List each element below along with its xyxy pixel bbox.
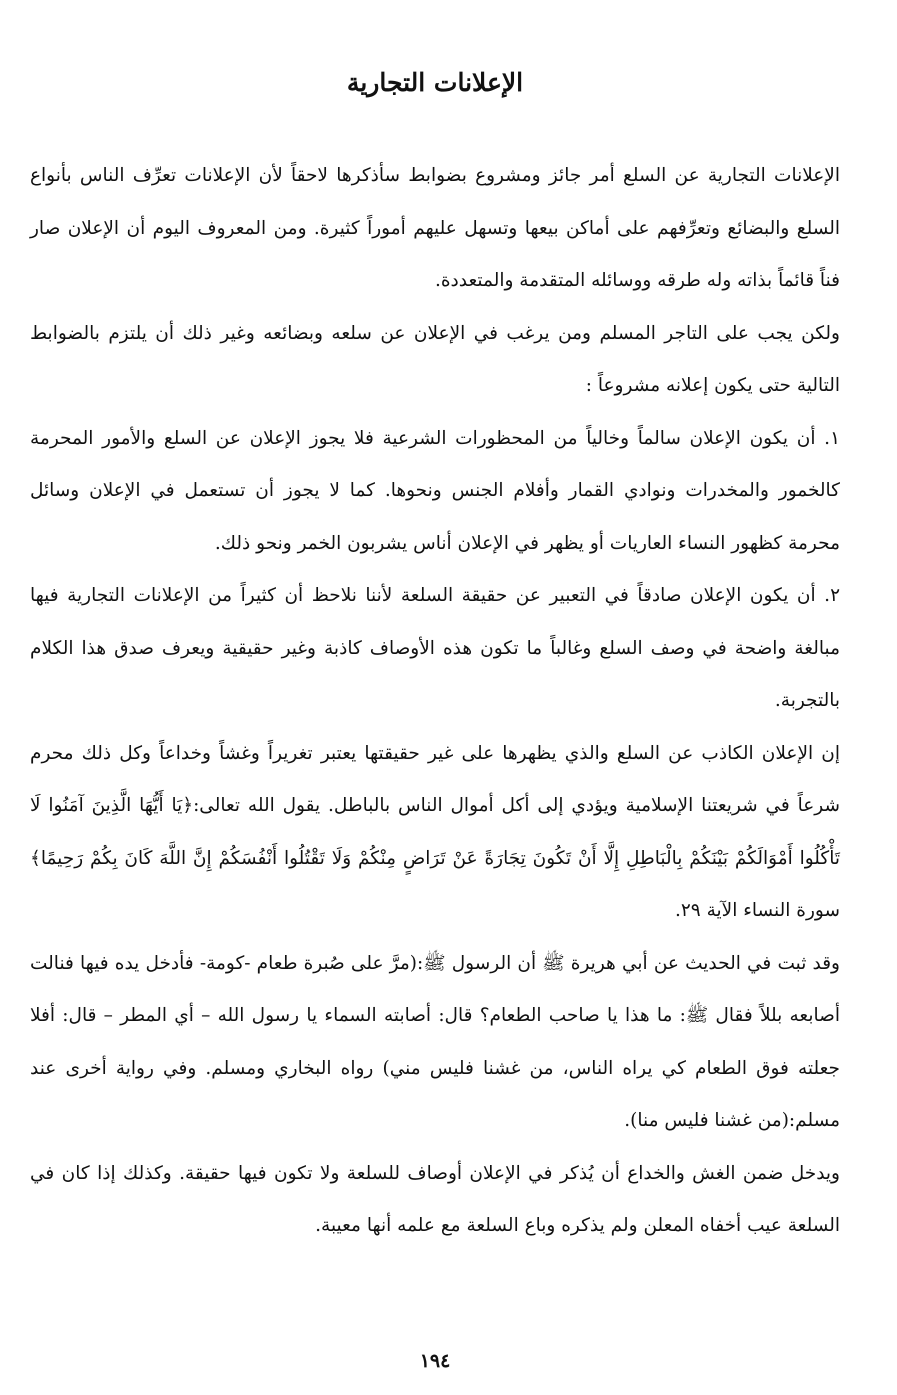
document-page bbox=[30, 0, 840, 1395]
paragraph-conclusion: ويدخل ضمن الغش والخداع أن يُذكر في الإعلان أوصاف للسلعة ولا تكون فيها حقيقة. وكذلك إذا كان في السلعة عيب أخفاه المعلن ولم يذكره وباع السلعة مع علمه أنها معيبة. bbox=[30, 1162, 840, 1236]
paragraph-quran-verse: إن الإعلان الكاذب عن السلع والذي يظهرها على غير حقيقتها يعتبر تغريراً وغشاً وخداعاً وكل ذلك محرم شرعاً في شريعتنا الإسلامية ويؤدي إلى أكل أموال الناس بالباطل. يقول الله تعالى:﴿يَا أَيُّهَا الَّذِينَ آمَنُوا لَا تَأْكُلُوا أَمْوَالَكُمْ بَيْنَكُمْ بِالْبَاطِلِ إِلَّا أَنْ تَكُونَ تِجَارَةً عَنْ تَرَاضٍ مِنْكُمْ وَلَا تَقْتُلُوا أَنْفُسَكُمْ إِنَّ اللَّهَ كَانَ بِكُمْ رَحِيمًا﴾ سورة النساء الآية ٢٩. bbox=[30, 742, 840, 921]
paragraph-conditions-intro: ولكن يجب على التاجر المسلم ومن يرغب في الإعلان عن سلعه وبضائعه وغير ذلك أن يلتزم بالضوابط التالية حتى يكون إعلانه مشروعاً : bbox=[30, 322, 840, 396]
page-number: ١٩٤ bbox=[419, 1350, 451, 1372]
body-text bbox=[30, 150, 840, 1253]
paragraph-condition-1: ١. أن يكون الإعلان سالماً وخالياً من المحظورات الشرعية فلا يجوز الإعلان عن السلع والأمور المحرمة كالخمور والمخدرات ونوادي القمار وأفلام الجنس ونحوها. كما لا يجوز أن تستعمل في الإعلان وسائل محرمة كظهور النساء العاريات أو يظهر في الإعلان أناس يشربون الخمر ونحو ذلك. bbox=[30, 427, 840, 554]
paragraph-hadith: وقد ثبت في الحديث عن أبي هريرة ﷺ أن الرسول ﷺ:(مرَّ على صُبرة طعام -كومة- فأدخل يده فيها فنالت أصابعه بللاً فقال ﷺ: ما هذا يا صاحب الطعام؟ قال: أصابته السماء يا رسول الله – أي المطر – قال: أفلا جعلته فوق الطعام كي يراه الناس، من غشنا فليس مني) رواه البخاري ومسلم. وفي رواية أخرى عند مسلم:(من غشنا فليس منا). bbox=[30, 952, 840, 1131]
paragraph-condition-2: ٢. أن يكون الإعلان صادقاً في التعبير عن حقيقة السلعة لأننا نلاحظ أن كثيراً من الإعلانات التجارية فيها مبالغة واضحة في وصف السلع وغالباً ما تكون هذه الأوصاف كاذبة وغير حقيقية ويعرف صدق هذا الكلام بالتجربة. bbox=[30, 585, 840, 711]
page-title: الإعلانات التجارية bbox=[346, 68, 524, 97]
paragraph-intro: الإعلانات التجارية عن السلع أمر جائز ومشروع بضوابط سأذكرها لاحقاً لأن الإعلانات تعرِّف الناس بأنواع السلع والبضائع وتعرِّفهم على أماكن بيعها وتسهل عليهم أموراً كثيرة. ومن المعروف اليوم أن الإعلان صار فناً قائماً بذاته وله طرقه ووسائله المتقدمة والمتعددة. bbox=[30, 165, 840, 291]
